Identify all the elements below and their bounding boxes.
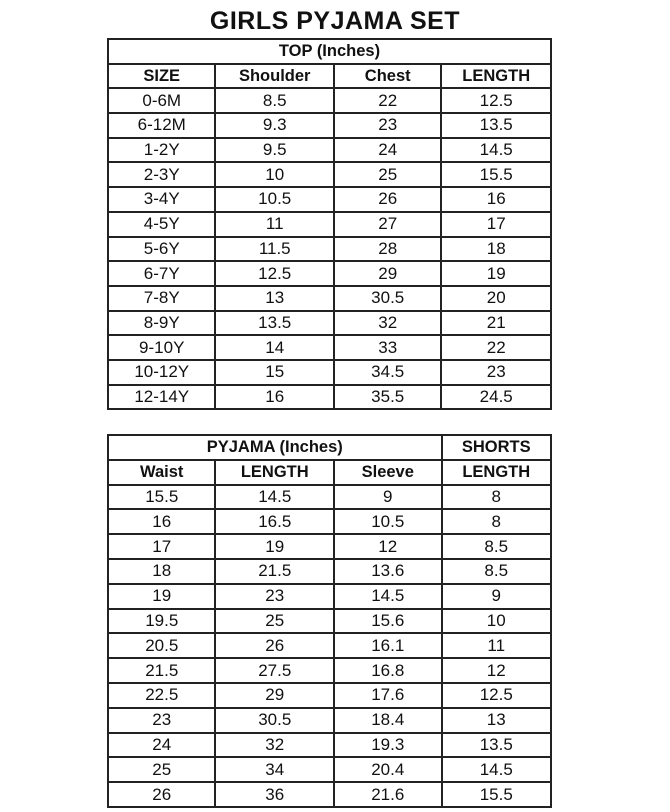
table-cell: 23 — [441, 360, 551, 385]
table-cell: 8.5 — [215, 88, 334, 113]
table-cell: 8 — [442, 509, 552, 534]
table-cell: 13 — [442, 708, 552, 733]
top-table-row — [108, 237, 551, 262]
table-cell: 19 — [215, 534, 334, 559]
table-cell: 15.5 — [108, 485, 215, 510]
table-cell: 14.5 — [215, 485, 334, 510]
pyjama-heading-row — [108, 435, 551, 460]
table-cell: 8.5 — [442, 534, 552, 559]
table-cell: 26 — [215, 633, 334, 658]
table-cell: 19.5 — [108, 609, 215, 634]
table-cell: 25 — [108, 757, 215, 782]
table-cell: 16 — [441, 187, 551, 212]
pyjama-table-row — [108, 658, 551, 683]
table-cell: 15.6 — [334, 609, 441, 634]
pyjama-table-row — [108, 584, 551, 609]
top-heading-row — [108, 39, 551, 64]
pyjama-table-row — [108, 782, 551, 807]
table-cell: 22.5 — [108, 683, 215, 708]
table-cell: 16 — [215, 385, 334, 410]
table-cell: 1-2Y — [108, 138, 215, 163]
pyjama-table-row — [108, 683, 551, 708]
top-table-row — [108, 286, 551, 311]
pyjama-table-row — [108, 609, 551, 634]
table-cell: 32 — [334, 311, 441, 336]
table-cell: 12 — [442, 658, 552, 683]
table-cell: 12.5 — [442, 683, 552, 708]
table-cell: 2-3Y — [108, 162, 215, 187]
top-table-row — [108, 261, 551, 286]
pyjama-table-row — [108, 733, 551, 758]
top-table-row — [108, 212, 551, 237]
table-cell: 12 — [334, 534, 441, 559]
pyjama-table-heading: PYJAMA (Inches) — [108, 435, 442, 460]
pyjama-table-body — [108, 485, 551, 807]
table-cell: 35.5 — [334, 385, 441, 410]
table-cell: 28 — [334, 237, 441, 262]
table-cell: 6-12M — [108, 113, 215, 138]
table-cell: 19 — [108, 584, 215, 609]
table-cell: 22 — [334, 88, 441, 113]
table-cell: 30.5 — [334, 286, 441, 311]
table-cell: 11 — [215, 212, 334, 237]
column-header-sleeve: Sleeve — [334, 460, 441, 485]
table-cell: 11 — [442, 633, 552, 658]
table-cell: 25 — [334, 162, 441, 187]
top-size-table — [107, 38, 552, 410]
table-cell: 15.5 — [441, 162, 551, 187]
top-table-row — [108, 162, 551, 187]
table-cell: 13.5 — [215, 311, 334, 336]
top-table-row — [108, 187, 551, 212]
pyjama-column-header-row — [108, 460, 551, 485]
column-header-pyjama-length: LENGTH — [215, 460, 334, 485]
column-header-chest: Chest — [334, 64, 441, 89]
table-cell: 15.5 — [442, 782, 552, 807]
table-cell: 9 — [442, 584, 552, 609]
table-cell: 10.5 — [334, 509, 441, 534]
top-table-row — [108, 113, 551, 138]
table-cell: 18 — [108, 559, 215, 584]
table-cell: 13.6 — [334, 559, 441, 584]
table-cell: 18.4 — [334, 708, 441, 733]
table-cell: 10 — [442, 609, 552, 634]
table-cell: 22 — [441, 335, 551, 360]
table-cell: 17 — [441, 212, 551, 237]
table-cell: 21.5 — [108, 658, 215, 683]
shorts-table-heading: SHORTS — [442, 435, 552, 460]
top-table-row — [108, 311, 551, 336]
table-cell: 14.5 — [442, 757, 552, 782]
table-cell: 23 — [215, 584, 334, 609]
table-cell: 11.5 — [215, 237, 334, 262]
table-cell: 24 — [334, 138, 441, 163]
pyjama-table-row — [108, 485, 551, 510]
pyjama-table-row — [108, 534, 551, 559]
table-cell: 23 — [334, 113, 441, 138]
table-cell: 27.5 — [215, 658, 334, 683]
table-cell: 18 — [441, 237, 551, 262]
table-cell: 21 — [441, 311, 551, 336]
table-cell: 8.5 — [442, 559, 552, 584]
table-cell: 27 — [334, 212, 441, 237]
top-table-row — [108, 335, 551, 360]
table-cell: 16.8 — [334, 658, 441, 683]
table-cell: 10.5 — [215, 187, 334, 212]
page-title: GIRLS PYJAMA SET — [209, 7, 461, 35]
pyjama-size-table — [107, 434, 552, 808]
table-cell: 17 — [108, 534, 215, 559]
table-cell: 33 — [334, 335, 441, 360]
table-cell: 5-6Y — [108, 237, 215, 262]
table-cell: 16 — [108, 509, 215, 534]
table-cell: 0-6M — [108, 88, 215, 113]
table-cell: 29 — [334, 261, 441, 286]
table-cell: 10-12Y — [108, 360, 215, 385]
top-table-body — [108, 88, 551, 409]
top-table-row — [108, 360, 551, 385]
table-cell: 21.6 — [334, 782, 441, 807]
top-column-header-row — [108, 64, 551, 89]
table-cell: 36 — [215, 782, 334, 807]
table-cell: 19.3 — [334, 733, 441, 758]
table-cell: 12.5 — [215, 261, 334, 286]
table-cell: 3-4Y — [108, 187, 215, 212]
table-cell: 34 — [215, 757, 334, 782]
table-cell: 20.4 — [334, 757, 441, 782]
table-cell: 20 — [441, 286, 551, 311]
pyjama-table-row — [108, 633, 551, 658]
table-cell: 13 — [215, 286, 334, 311]
top-table-row — [108, 138, 551, 163]
top-table-row — [108, 88, 551, 113]
table-cell: 30.5 — [215, 708, 334, 733]
table-cell: 12.5 — [441, 88, 551, 113]
table-cell: 10 — [215, 162, 334, 187]
table-cell: 34.5 — [334, 360, 441, 385]
table-cell: 9 — [334, 485, 441, 510]
table-cell: 23 — [108, 708, 215, 733]
pyjama-table-row — [108, 757, 551, 782]
table-cell: 20.5 — [108, 633, 215, 658]
table-cell: 25 — [215, 609, 334, 634]
table-cell: 26 — [334, 187, 441, 212]
column-header-waist: Waist — [108, 460, 215, 485]
table-cell: 6-7Y — [108, 261, 215, 286]
pyjama-table-row — [108, 559, 551, 584]
table-cell: 9-10Y — [108, 335, 215, 360]
pyjama-table-row — [108, 708, 551, 733]
table-cell: 14.5 — [441, 138, 551, 163]
table-cell: 24.5 — [441, 385, 551, 410]
table-cell: 8-9Y — [108, 311, 215, 336]
pyjama-table-row — [108, 509, 551, 534]
table-cell: 8 — [442, 485, 552, 510]
table-cell: 29 — [215, 683, 334, 708]
column-header-shoulder: Shoulder — [215, 64, 334, 89]
table-cell: 21.5 — [215, 559, 334, 584]
column-header-size: SIZE — [108, 64, 215, 89]
table-cell: 14 — [215, 335, 334, 360]
table-cell: 15 — [215, 360, 334, 385]
table-cell: 13.5 — [441, 113, 551, 138]
table-cell: 17.6 — [334, 683, 441, 708]
table-cell: 7-8Y — [108, 286, 215, 311]
top-table-row — [108, 385, 551, 410]
table-cell: 32 — [215, 733, 334, 758]
table-cell: 12-14Y — [108, 385, 215, 410]
table-cell: 16.5 — [215, 509, 334, 534]
table-cell: 9.3 — [215, 113, 334, 138]
table-cell: 14.5 — [334, 584, 441, 609]
table-cell: 26 — [108, 782, 215, 807]
top-table-heading: TOP (Inches) — [108, 39, 551, 64]
table-cell: 13.5 — [442, 733, 552, 758]
table-cell: 4-5Y — [108, 212, 215, 237]
column-header-shorts-length: LENGTH — [442, 460, 552, 485]
table-cell: 19 — [441, 261, 551, 286]
table-cell: 16.1 — [334, 633, 441, 658]
column-header-length: LENGTH — [441, 64, 551, 89]
table-cell: 9.5 — [215, 138, 334, 163]
table-cell: 24 — [108, 733, 215, 758]
